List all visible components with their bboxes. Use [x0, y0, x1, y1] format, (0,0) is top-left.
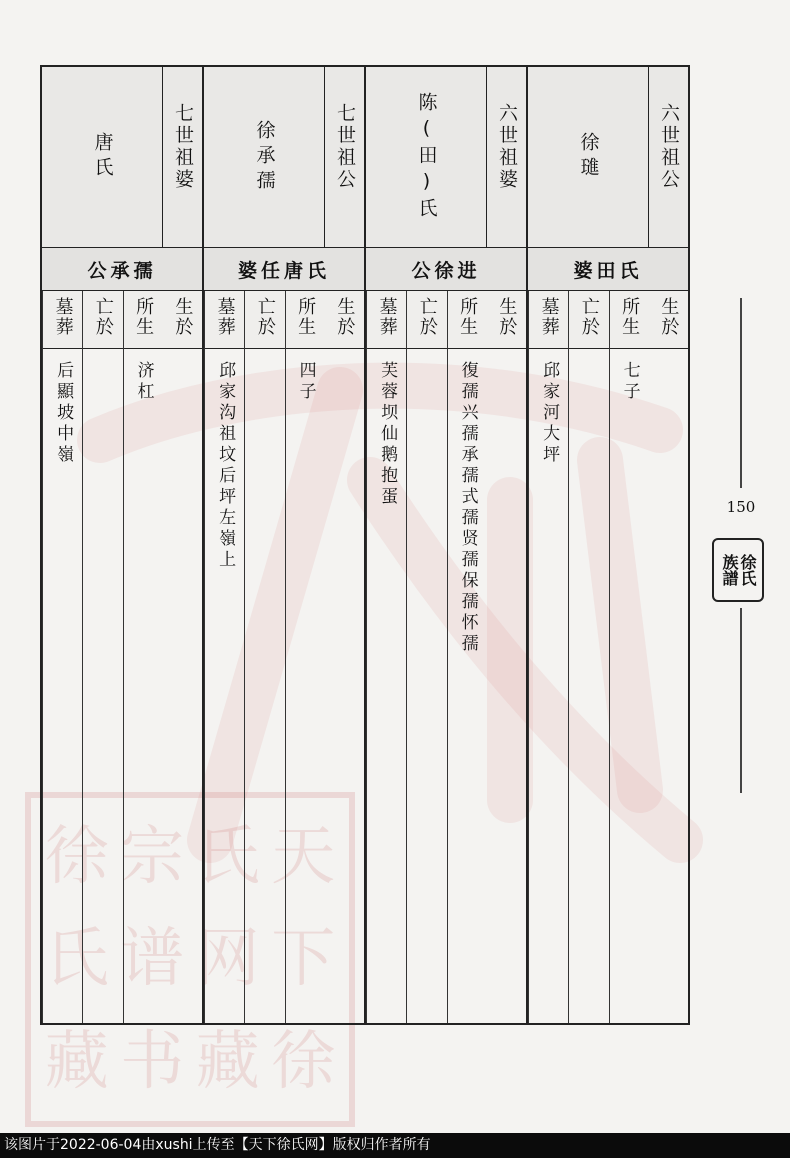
field-value: 邱家河大坪 — [539, 361, 560, 466]
field-column — [649, 291, 688, 1023]
field-label: 亡於 — [92, 297, 114, 337]
stamp-text-left: 族譜 — [720, 554, 739, 586]
field-label-cell — [367, 291, 406, 349]
field-label-cell — [407, 291, 446, 349]
side-rule-bottom — [740, 608, 742, 793]
field-label: 生於 — [172, 297, 194, 337]
field-label-cell — [43, 291, 82, 349]
field-column — [406, 291, 446, 1023]
name-cell — [204, 67, 324, 247]
field-label-cell — [448, 291, 487, 349]
field-label: 墓葬 — [538, 297, 560, 337]
spouse-band — [42, 248, 202, 291]
field-column — [447, 291, 487, 1023]
spouse-label: 公承孺 — [87, 259, 157, 282]
field-label-cell — [83, 291, 122, 349]
field-label-cell — [569, 291, 608, 349]
field-label: 墓葬 — [214, 297, 236, 337]
field-label: 亡於 — [578, 297, 600, 337]
generation-cell — [486, 67, 526, 247]
field-value-cell — [569, 349, 608, 1023]
field-label: 生於 — [334, 297, 356, 337]
side-stamp — [712, 538, 764, 602]
generation-cell — [162, 67, 202, 247]
generation-cell — [648, 67, 688, 247]
field-value-cell — [367, 349, 406, 1023]
person-block — [366, 67, 528, 1023]
side-rule-top — [740, 298, 742, 488]
field-value: 济杠 — [133, 361, 154, 403]
generation-label: 七世祖公 — [334, 103, 356, 191]
field-label-cell — [610, 291, 649, 349]
generation-label: 七世祖婆 — [172, 103, 194, 191]
field-value: 芙蓉坝仙鹅抱蛋 — [377, 361, 398, 508]
field-value-cell — [163, 349, 202, 1023]
spouse-band — [528, 248, 688, 291]
seal-stamp: 天 下 徐 氏 网 藏 宗 谱 书 徐 氏 藏 — [25, 792, 355, 1127]
spouse-label: 婆任唐氏 — [237, 259, 330, 282]
field-label-cell — [124, 291, 163, 349]
field-value-cell — [610, 349, 649, 1023]
field-label-cell — [286, 291, 325, 349]
field-column — [42, 291, 82, 1023]
field-label: 墓葬 — [376, 297, 398, 337]
spouse-label: 婆田氏 — [573, 259, 643, 282]
field-value-cell — [325, 349, 364, 1023]
field-label: 所生 — [295, 297, 317, 337]
generation-label: 六世祖婆 — [496, 103, 518, 191]
spouse-band — [204, 248, 364, 291]
spouse-band — [366, 248, 526, 291]
field-label: 所生 — [133, 297, 155, 337]
name-cell — [528, 67, 648, 247]
name-cell — [42, 67, 162, 247]
spouse-label: 公徐进 — [411, 259, 481, 282]
field-label-cell — [487, 291, 526, 349]
field-column — [82, 291, 122, 1023]
person-header — [204, 67, 364, 248]
generation-cell — [324, 67, 364, 247]
field-label: 生於 — [658, 297, 680, 337]
field-value-cell — [448, 349, 487, 1023]
person-header — [366, 67, 526, 248]
person-name: 徐承孺 — [253, 119, 276, 195]
field-column — [609, 291, 649, 1023]
field-grid — [528, 291, 688, 1023]
field-value-cell — [487, 349, 526, 1023]
field-label: 亡於 — [416, 297, 438, 337]
field-column — [204, 291, 244, 1023]
field-label-cell — [325, 291, 364, 349]
field-value: 邱家沟祖坟后坪左嶺上 — [215, 361, 236, 571]
field-grid — [204, 291, 364, 1023]
field-label-cell — [529, 291, 568, 349]
genealogy-table — [40, 65, 690, 1025]
person-block — [42, 67, 204, 1023]
field-column — [528, 291, 568, 1023]
field-label-cell — [163, 291, 202, 349]
field-grid — [42, 291, 202, 1023]
field-value: 后顯坡中嶺 — [53, 361, 74, 466]
person-name: 陈(田)氏 — [415, 91, 438, 223]
field-value-cell — [649, 349, 688, 1023]
field-column — [568, 291, 608, 1023]
page-number: 150 — [726, 498, 756, 516]
field-label: 亡於 — [254, 297, 276, 337]
field-column — [123, 291, 163, 1023]
field-column — [487, 291, 526, 1023]
field-column — [163, 291, 202, 1023]
field-column — [325, 291, 364, 1023]
field-column — [285, 291, 325, 1023]
field-label: 所生 — [619, 297, 641, 337]
field-value-cell — [407, 349, 446, 1023]
field-label-cell — [205, 291, 244, 349]
generation-label: 六世祖公 — [658, 103, 680, 191]
person-header — [42, 67, 202, 248]
field-label: 生於 — [496, 297, 518, 337]
field-value-cell — [83, 349, 122, 1023]
field-label-cell — [649, 291, 688, 349]
field-label: 墓葬 — [52, 297, 74, 337]
field-value-cell — [43, 349, 82, 1023]
stamp-text-right: 徐氏 — [738, 554, 757, 586]
field-column — [366, 291, 406, 1023]
field-column — [244, 291, 284, 1023]
field-value-cell — [529, 349, 568, 1023]
person-block — [204, 67, 366, 1023]
field-value-cell — [286, 349, 325, 1023]
field-value-cell — [245, 349, 284, 1023]
field-value: 復孺兴孺承孺式孺贤孺保孺怀孺 — [457, 361, 478, 655]
person-name: 徐璡 — [577, 132, 600, 182]
person-header — [528, 67, 688, 248]
field-grid — [366, 291, 526, 1023]
upload-notice: 该图片于2022-06-04由xushi上传至【天下徐氏网】版权归作者所有 — [0, 1133, 790, 1158]
field-value-cell — [124, 349, 163, 1023]
field-value-cell — [205, 349, 244, 1023]
field-value: 七子 — [619, 361, 640, 403]
person-block — [528, 67, 688, 1023]
person-name: 唐氏 — [91, 132, 114, 182]
name-cell — [366, 67, 486, 247]
field-label-cell — [245, 291, 284, 349]
field-value: 四子 — [295, 361, 316, 403]
field-label: 所生 — [457, 297, 479, 337]
